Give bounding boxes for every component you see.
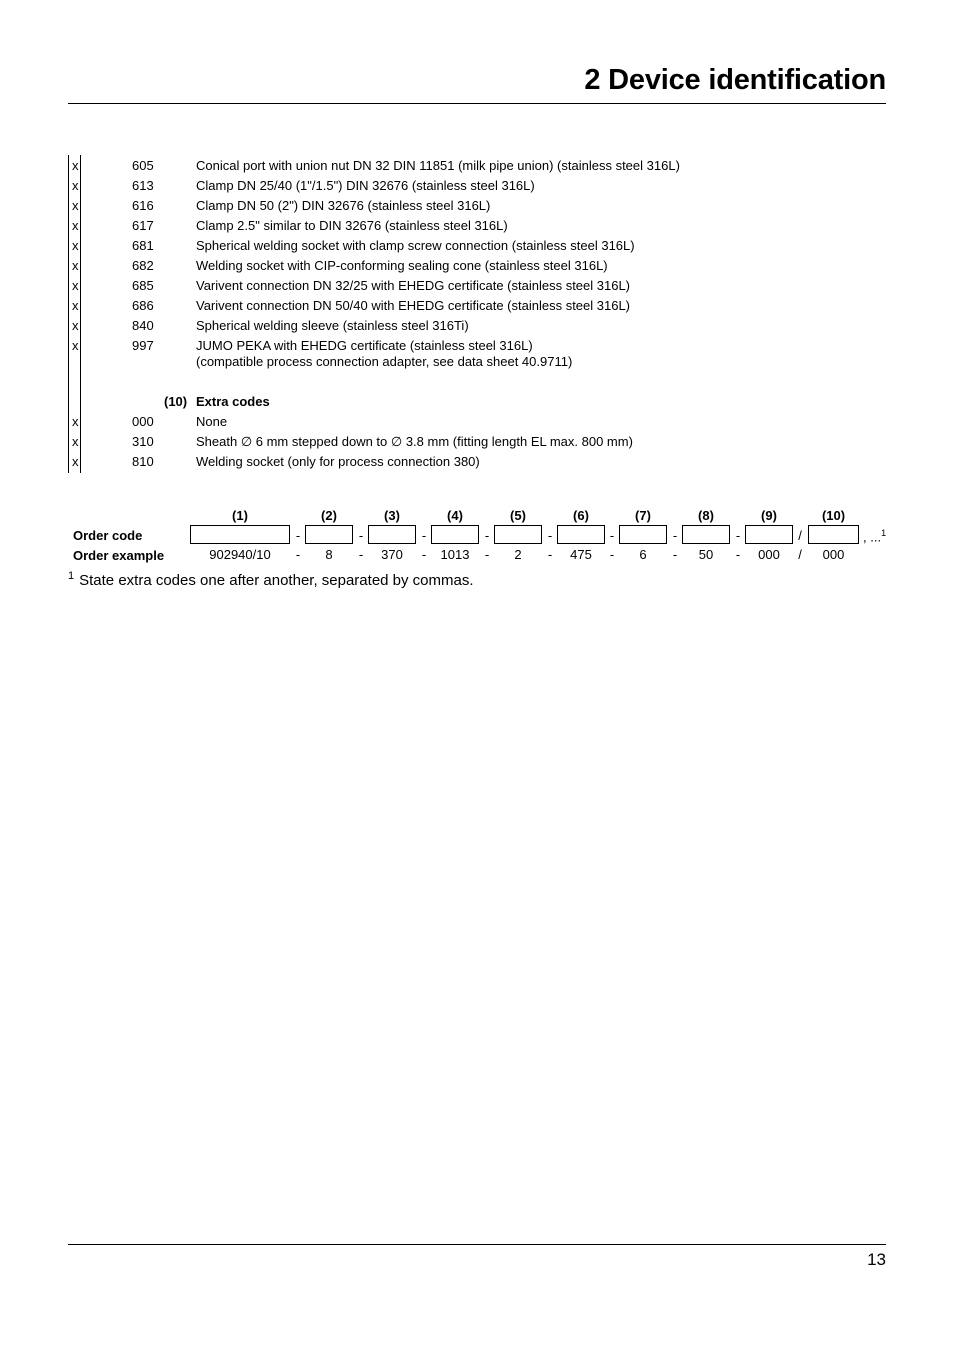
list-item: x 686 Varivent connection DN 50/40 with EHEDG certificate (stainless steel 316L) — [72, 298, 631, 313]
column-number: (8) — [698, 508, 714, 523]
column-number: (2) — [321, 508, 337, 523]
list-item: x 840 Spherical welding sleeve (stainless steel 316Ti) — [72, 318, 469, 333]
list-item: x 310 Sheath ∅ 6 mm stepped down to ∅ 3.8 mm (fitting length EL max. 800 mm) — [72, 434, 633, 449]
separator: - — [735, 528, 741, 543]
footnote-text: State extra codes one after another, separated by commas. — [79, 572, 474, 589]
footer-divider — [68, 1244, 886, 1245]
order-example-value: 902940/10 — [209, 547, 271, 562]
separator: - — [421, 547, 427, 562]
column-number: (7) — [635, 508, 651, 523]
footnote-marker: 1 — [68, 570, 75, 582]
separator: - — [547, 547, 553, 562]
order-example-value: 1013 — [440, 547, 470, 562]
list-item: x 613 Clamp DN 25/40 (1"/1.5") DIN 32676 (stainless steel 316L) — [72, 178, 535, 193]
order-example-label: Order example — [73, 548, 165, 563]
order-example-value: 8 — [325, 547, 333, 562]
separator: - — [421, 528, 427, 543]
separator: - — [295, 528, 301, 543]
order-code-field[interactable] — [494, 525, 542, 544]
column-number: (10) — [821, 508, 846, 523]
column-number: (3) — [384, 508, 400, 523]
page-number: 13 — [867, 1250, 886, 1269]
header-divider — [68, 103, 886, 104]
list-item: x 605 Conical port with union nut DN 32 DIN 11851 (milk pipe union) (stainless steel 316L) — [72, 158, 680, 173]
order-code-field[interactable] — [305, 525, 353, 544]
separator: - — [295, 547, 301, 562]
separator: - — [609, 547, 615, 562]
page-title: 2 Device identification — [584, 64, 886, 96]
separator: - — [358, 528, 364, 543]
list-item: x 997 JUMO PEKA with EHEDG certificate (stainless steel 316L) (compatible process connection adapter, see data sheet 40.9711) — [72, 338, 573, 369]
order-example-value: 6 — [639, 547, 647, 562]
section-heading-extra-codes: (10) Extra codes — [164, 394, 270, 409]
order-code-label: Order code — [73, 528, 143, 543]
order-example-value: 475 — [570, 547, 592, 562]
footnote — [68, 572, 474, 589]
process-connection-code-list — [68, 155, 886, 471]
separator: / — [798, 547, 802, 562]
order-example-value: 000 — [822, 547, 845, 562]
column-number: (5) — [510, 508, 526, 523]
list-item: x 616 Clamp DN 50 (2") DIN 32676 (stainless steel 316L) — [72, 198, 491, 213]
list-item: x 685 Varivent connection DN 32/25 with EHEDG certificate (stainless steel 316L) — [72, 278, 631, 293]
list-item: x 682 Welding socket with CIP-conforming sealing cone (stainless steel 316L) — [72, 258, 608, 273]
extra-codes-continuation: , ...$^1$ — [863, 528, 887, 545]
column-number: (6) — [573, 508, 589, 523]
column-number: (1) — [232, 508, 248, 523]
order-code-table — [68, 505, 888, 570]
list-item: x 681 Spherical welding socket with clamp screw connection (stainless steel 316L) — [72, 238, 635, 253]
separator: / — [798, 528, 802, 543]
order-example-value: 2 — [514, 547, 522, 562]
list-item: x 810 Welding socket (only for process connection 380) — [72, 454, 480, 469]
order-code-field[interactable] — [431, 525, 479, 544]
separator: - — [358, 547, 364, 562]
order-code-field[interactable] — [808, 525, 859, 544]
separator: - — [484, 528, 490, 543]
separator: - — [484, 547, 490, 562]
separator: - — [735, 547, 741, 562]
column-number: (4) — [447, 508, 463, 523]
list-item: x 617 Clamp 2.5" similar to DIN 32676 (stainless steel 316L) — [72, 218, 508, 233]
order-code-field[interactable] — [368, 525, 416, 544]
order-example-value: 50 — [698, 547, 714, 562]
order-example-value: 000 — [758, 547, 780, 562]
column-number: (9) — [761, 508, 777, 523]
order-code-field[interactable] — [745, 525, 793, 544]
separator: - — [609, 528, 615, 543]
order-code-field[interactable] — [682, 525, 730, 544]
order-code-field[interactable] — [619, 525, 667, 544]
separator: - — [672, 528, 678, 543]
order-code-field[interactable] — [557, 525, 605, 544]
separator: - — [672, 547, 678, 562]
order-code-field[interactable] — [190, 525, 290, 544]
separator: - — [547, 528, 553, 543]
order-example-value: 370 — [381, 547, 403, 562]
list-item: x 000 None — [72, 414, 228, 429]
